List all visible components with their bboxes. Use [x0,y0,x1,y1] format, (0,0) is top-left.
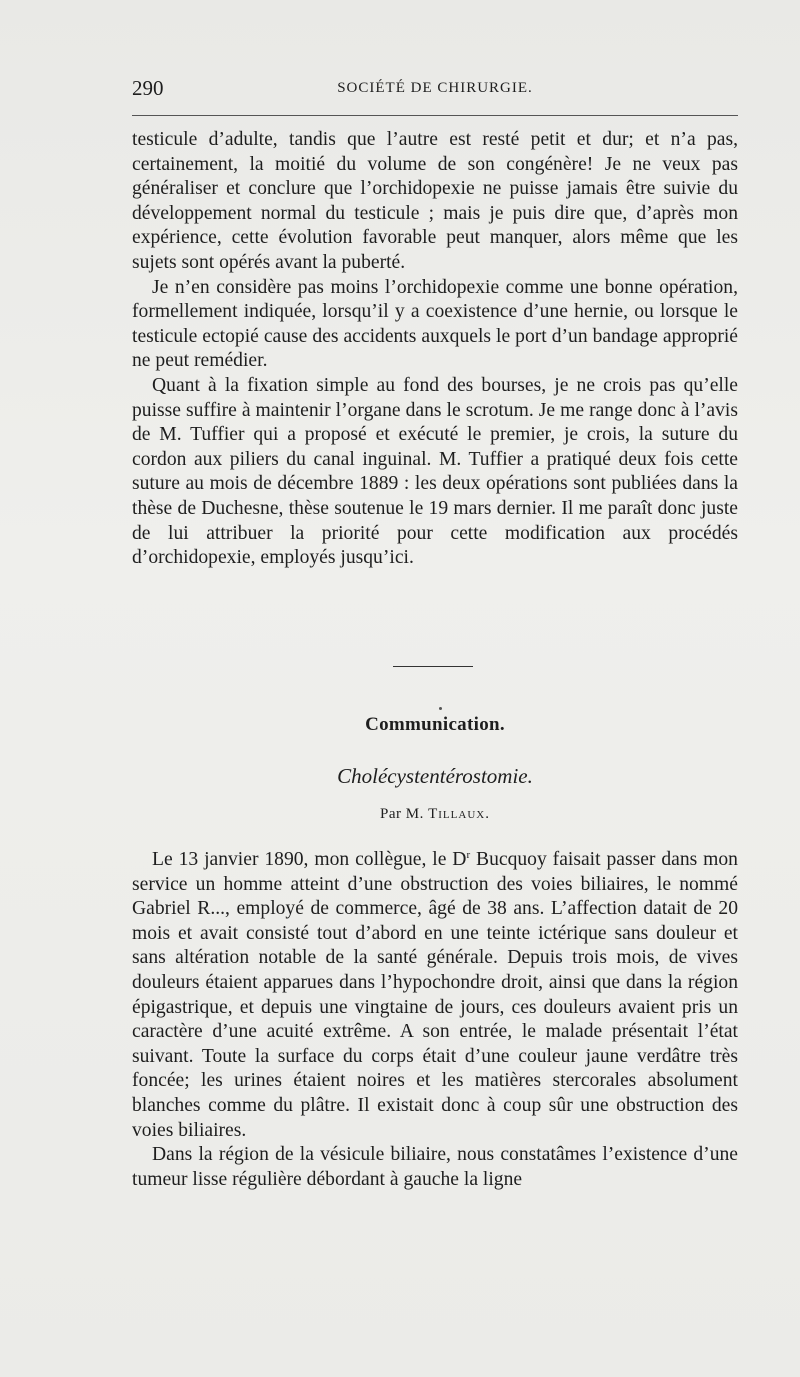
page-number: 290 [132,76,164,100]
byline [132,806,738,823]
running-head [132,74,738,104]
superscript: r [466,849,471,861]
paragraph: testicule d’adulte, tandis que l’autre est resté petit et dur; et n’a pas, certainement, la moitié du volume de son congénère! Je ne veux pas généraliser et conclure que l’orchidopexie ne puisse jamais être suivie du développement normal du testicule ; mais je puis dire que, d’après mon expérience, cette évolution favorable peut manquer, alors même que les sujets sont opérés avant la puberté. [132,129,738,273]
running-title: SOCIÉTÉ DE CHIRURGIE. [337,80,533,96]
communication-text [132,848,738,1192]
paragraph: Dans la région de la vésicule biliaire, nous constatâmes l’existence d’une tumeur lisse régulière débordant à gauche la ligne [132,1144,738,1190]
paragraph [132,848,738,1143]
continuation-text [132,128,738,571]
byline-author: Tillaux. [428,806,490,822]
paragraph-start: Le 13 janvier 1890, mon collègue, le D [152,849,467,870]
header-rule [132,115,738,116]
article-title: Cholécystentérostomie. [337,764,533,788]
byline-prefix: Par M. [380,806,424,822]
paragraph: Quant à la fixation simple au fond des bourses, je ne crois pas qu’elle puisse suffire à maintenir l’organe dans le scrotum. Je me range donc à l’avis de M. Tuffier qui a proposé et exécuté le premier, je crois, la suture du cordon aux piliers du canal inguinal. M. Tuffier a pratiqué deux fois cette suture au mois de décembre 1889 : les deux opérations sont publiées dans la thèse de Duchesne, thèse soutenue le 19 mars dernier. Il me paraît donc juste de lui attribuer la priorité pour cette modification aux procédés d’orchidopexie, employés jusqu’ici. [132,374,738,569]
paragraph-rest: Bucquoy faisait passer dans mon service un homme atteint d’une obstruction des voies biliaires, le nommé Gabriel R..., employé de commerce, âgé de 38 ans. L’affection datait de 20 mois et avait consisté tout d’abord en une teinte ictérique sans douleur et sans altération notable de la santé générale. Depuis trois mois, de vives douleurs étaient apparues dans l’hypochondre droit, ainsi que dans la région épigastrique, et depuis une vingtaine de jours, ces douleurs avaient pris un caractère d’une acuité extrême. A son entrée, le malade présentait l’état suivant. Toute la surface du corps était d’une couleur jaune verdâtre très foncée; les urines étaient noires et les matières stercorales absolument blanches comme du plâtre. Il existait donc à coup sûr une obstruction des voies biliaires. [132,849,738,1141]
ornament-dot [439,707,442,710]
section-separator [393,666,473,667]
paragraph: Je n’en considère pas moins l’orchidopexie comme une bonne opération, formellement indiquée, lorsqu’il y a coexistence d’une hernie, ou lorsque le testicule ectopié cause des accidents auxquels le port d’un bandage approprié ne peut remédier. [132,276,738,372]
section-title: Communication. [365,714,505,735]
